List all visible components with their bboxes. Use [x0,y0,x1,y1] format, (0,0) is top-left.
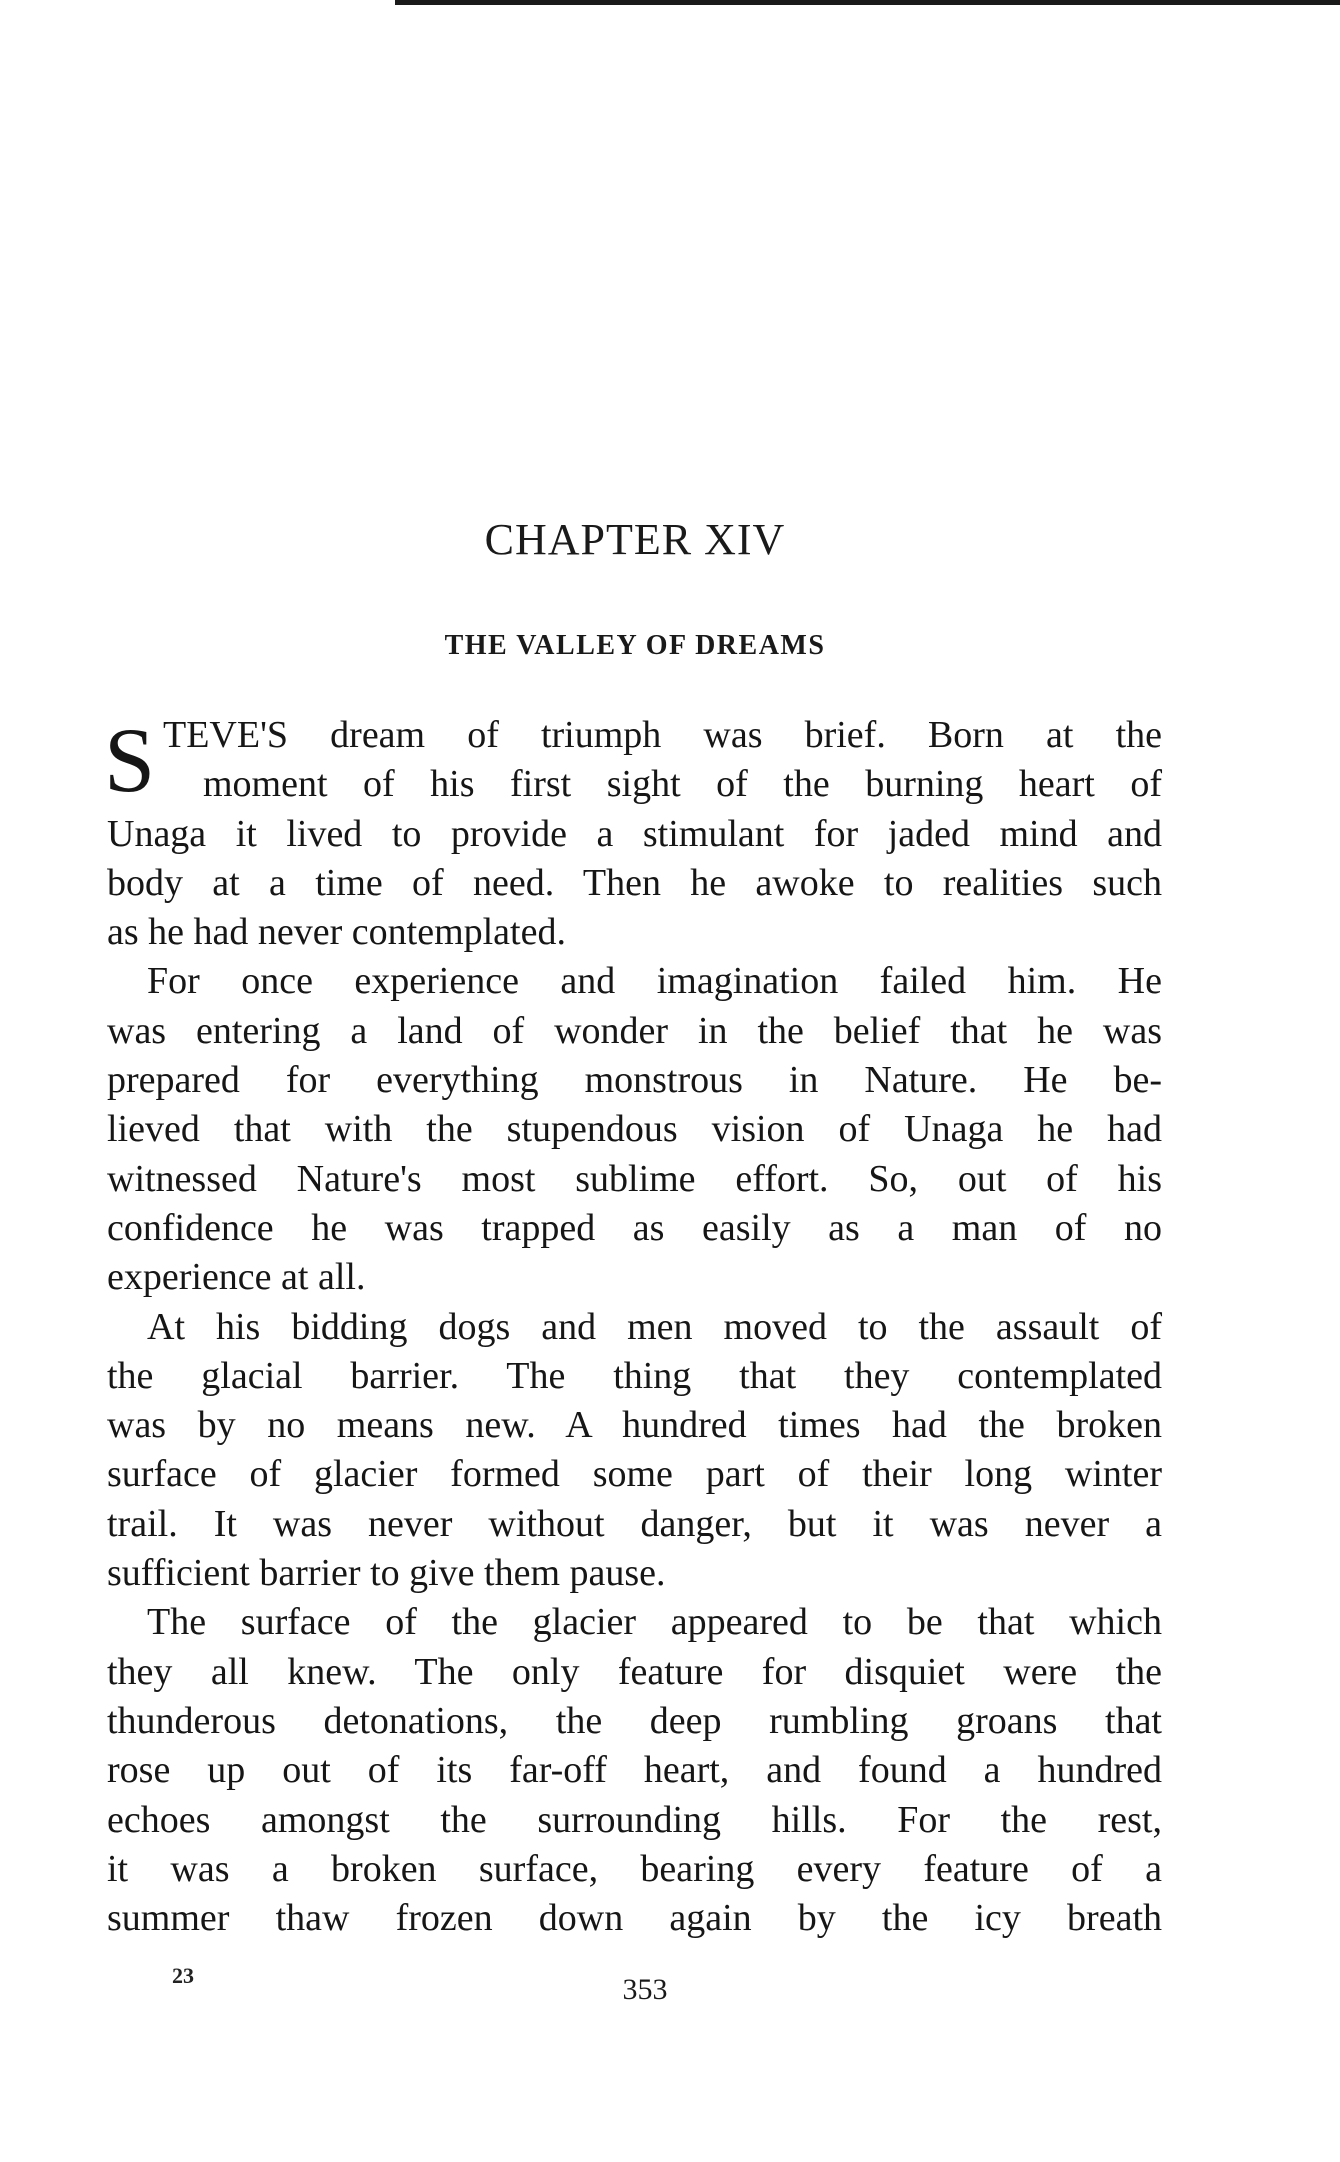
text-line: moment of his first sight of the burning heart of [203,763,1162,806]
chapter-title: THE VALLEY OF DREAMS [444,630,826,661]
text-line: as he had never contemplated. [107,911,566,954]
text-line: sufficient barrier to give them pause. [107,1552,666,1595]
text-line: was by no means new. A hundred times had the broken [107,1404,1162,1447]
text-line: TEVE'S dream of triumph was brief. Born at the [163,714,1162,756]
text-line: prepared for everything monstrous in Nature. He be- [107,1059,1162,1102]
text-line: surface of glacier formed some part of their long winter [107,1453,1162,1496]
text-line: echoes amongst the surrounding hills. For the rest, [107,1798,1162,1841]
text-line: they all knew. The only feature for disquiet were the [107,1650,1162,1693]
top-edge-rule [395,0,1340,5]
drop-cap: S [104,709,156,811]
text-line: thunderous detonations, the deep rumbling groans that [107,1699,1162,1742]
text-line: experience at all. [107,1256,366,1299]
text-line: it was a broken surface, bearing every feature of a [107,1847,1162,1890]
signature-mark: 23 [172,1963,194,1988]
text-line: rose up out of its far-off heart, and found a hundred [107,1749,1162,1792]
body-text [107,711,1162,1943]
chapter-number: CHAPTER XIV [484,515,786,564]
page-number: 353 [622,1973,668,2006]
text-line: The surface of the glacier appeared to be that which [147,1601,1162,1644]
text-line: the glacial barrier. The thing that they contemplated [107,1354,1162,1397]
text-line: At his bidding dogs and men moved to the assault of [147,1305,1162,1348]
text-line: was entering a land of wonder in the belief that he was [107,1009,1162,1052]
text-line: For once experience and imagination failed him. He [147,960,1162,1003]
text-line: body at a time of need. Then he awoke to realities such [107,861,1162,904]
text-line: witnessed Nature's most sublime effort. So, out of his [107,1157,1162,1200]
text-line: confidence he was trapped as easily as a man of no [107,1206,1162,1249]
text-line: trail. It was never without danger, but it was never a [107,1502,1162,1545]
text-line: Unaga it lived to provide a stimulant for jaded mind and [107,812,1162,855]
text-line: lieved that with the stupendous vision of Unaga he had [107,1108,1162,1151]
text-line: summer thaw frozen down again by the icy breath [107,1897,1162,1940]
